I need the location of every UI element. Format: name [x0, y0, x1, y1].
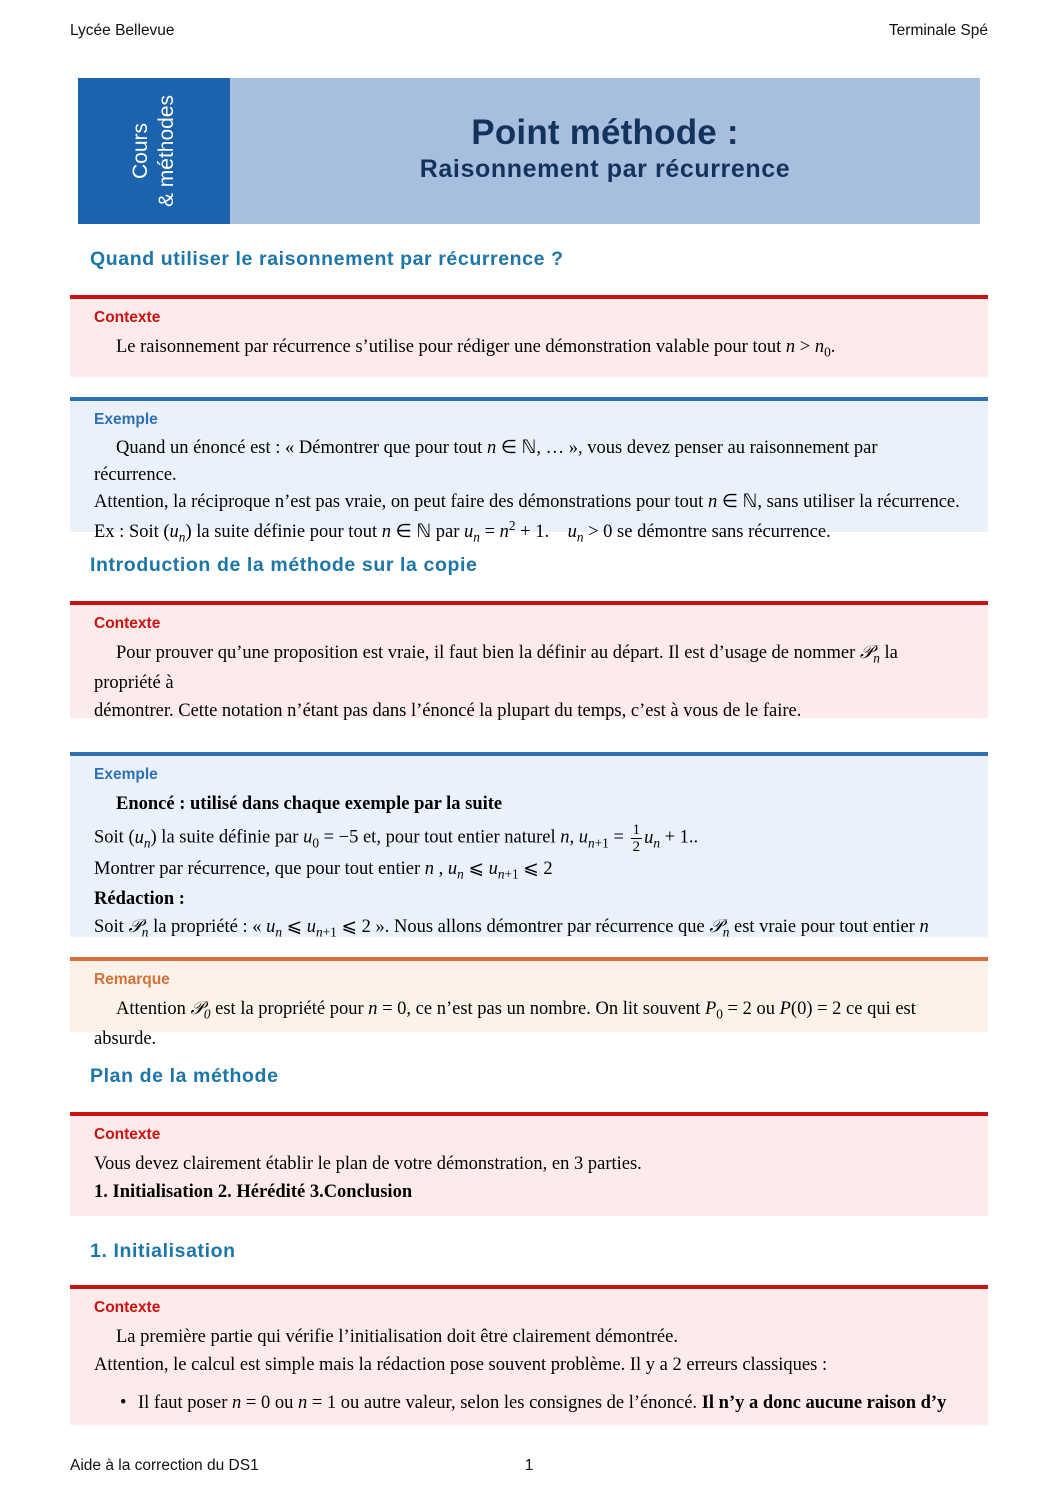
box-exemple-1 — [70, 397, 988, 545]
box-label-contexte: Contexte — [94, 1126, 161, 1143]
fraction-one-half: $\frac{1}{2}$ — [632, 821, 641, 856]
box-label-exemple: Exemple — [94, 411, 158, 428]
exemple-2-redaction-title: Rédaction : — [94, 888, 185, 909]
exemple-1-line-3: Ex : Soit $(u_n)$ la suite définie pour tout n ∈ ℕ par $u_n = n^2 + 1$. $u_n > 0$ se démontre sans récurrence. — [94, 518, 831, 545]
contexte-2-line-2: démontrer. Cette notation n’étant pas dans l’énoncé la plupart du temps, c’est à vous de le faire. — [94, 701, 802, 722]
box-contexte-2 — [70, 601, 988, 722]
box-label-contexte: Contexte — [94, 309, 161, 326]
box-remarque-1 — [70, 957, 988, 1049]
banner-tab-line1: Cours — [128, 122, 152, 180]
box-contexte-3 — [70, 1112, 988, 1216]
contexte-3-line-1: Vous devez clairement établir le plan de votre démonstration, en 3 parties. — [94, 1154, 642, 1174]
banner-tab-line2: & méthodes — [155, 94, 178, 208]
banner-side-tab — [78, 78, 230, 224]
page-subtitle: Raisonnement par récurrence — [419, 154, 791, 183]
box-exemple-2 — [70, 752, 988, 940]
page-title: Point méthode : — [471, 112, 739, 152]
box-label-contexte: Contexte — [94, 1299, 161, 1316]
contexte-4-line-2: Attention, le calcul est simple mais la rédaction pose souvent problème. Il y a 2 erreurs classiques : — [94, 1355, 828, 1376]
running-footer — [70, 1457, 988, 1475]
section-heading-1: Quand utiliser le raisonnement par récurrence ? — [90, 248, 564, 270]
contexte-1-text: Le raisonnement par récurrence s’utilise pour rédiger une démonstration valable pour tout $n > n_0$. — [116, 337, 836, 360]
exemple-2-enonce-title: Enoncé : utilisé dans chaque exemple par la suite — [116, 794, 503, 814]
title-banner — [78, 78, 980, 224]
box-label-contexte: Contexte — [94, 615, 161, 632]
header-right-text: Terminale Spé — [888, 22, 988, 39]
section-heading-2: Introduction de la méthode sur la copie — [90, 554, 478, 576]
exemple-1-line-2: Attention, la réciproque n’est pas vraie, on peut faire des démonstrations pour tout n ∈ ℕ, sans utiliser la récurrence. — [94, 492, 960, 512]
section-heading-3: Plan de la méthode — [90, 1065, 279, 1087]
exemple-2-line-1: Soit $(u_n)$ la suite définie par $u_0 = -5$ et, pour tout entier naturel n, $u_{n+1}$ = $\frac{1}{2}$ $u_n + 1$.. — [94, 821, 699, 856]
contexte-4-line-1: La première partie qui vérifie l’initialisation doit être clairement démontrée. — [116, 1327, 678, 1347]
box-label-exemple: Exemple — [94, 766, 158, 783]
page-number: 1 — [524, 1457, 534, 1474]
exemple-1-line-1: Quand un énoncé est : « Démontrer que pour tout n ∈ ℕ, … », vous devez penser au raisonnement par récurrence. — [94, 438, 878, 485]
section-heading-4: 1. Initialisation — [90, 1240, 236, 1262]
box-contexte-4 — [70, 1285, 988, 1425]
exemple-2-line-3: Soit 𝒫$_n$ la propriété : « $u_n$ ⩽ $u_{n+1}$ ⩽ 2 ». Nous allons démontrer par récurrence que 𝒫$_n$ est vraie pour tout entier n — [94, 916, 929, 940]
bullet-1-emphasis: Il n’y a donc aucune raison d’y — [701, 1393, 947, 1414]
footer-left-text: Aide à la correction du DS1 — [70, 1457, 259, 1474]
box-label-remarque: Remarque — [94, 971, 170, 988]
contexte-3-line-2: 1. Initialisation 2. Hérédité 3.Conclusion — [94, 1182, 413, 1203]
banner-body — [230, 78, 980, 224]
box-contexte-1 — [70, 295, 988, 377]
contexte-4-bullet-1: • Il faut poser n = 0 ou n = 1 ou autre valeur, selon les consignes de l’énoncé. Il n’y a donc aucune raison d’y — [94, 1389, 964, 1417]
banner-side-tab-text — [128, 95, 181, 207]
contexte-2-line-1: Pour prouver qu’une proposition est vraie, il faut bien la définir au départ. Il est d’usage de nommer 𝒫$_n$ la propriété à — [94, 643, 898, 693]
header-left-text: Lycée Bellevue — [70, 22, 175, 39]
running-header — [70, 22, 988, 40]
exemple-2-line-2: Montrer par récurrence, que pour tout entier n , $u_n$ ⩽ $u_{n+1}$ ⩽ 2 — [94, 858, 553, 882]
remarque-1-text: Attention 𝒫$_0$ est la propriété pour n = 0, ce n’est pas un nombre. On lit souvent $P_0 = 2$ ou P(0) = 2 ce qui est absurde. — [94, 999, 916, 1049]
